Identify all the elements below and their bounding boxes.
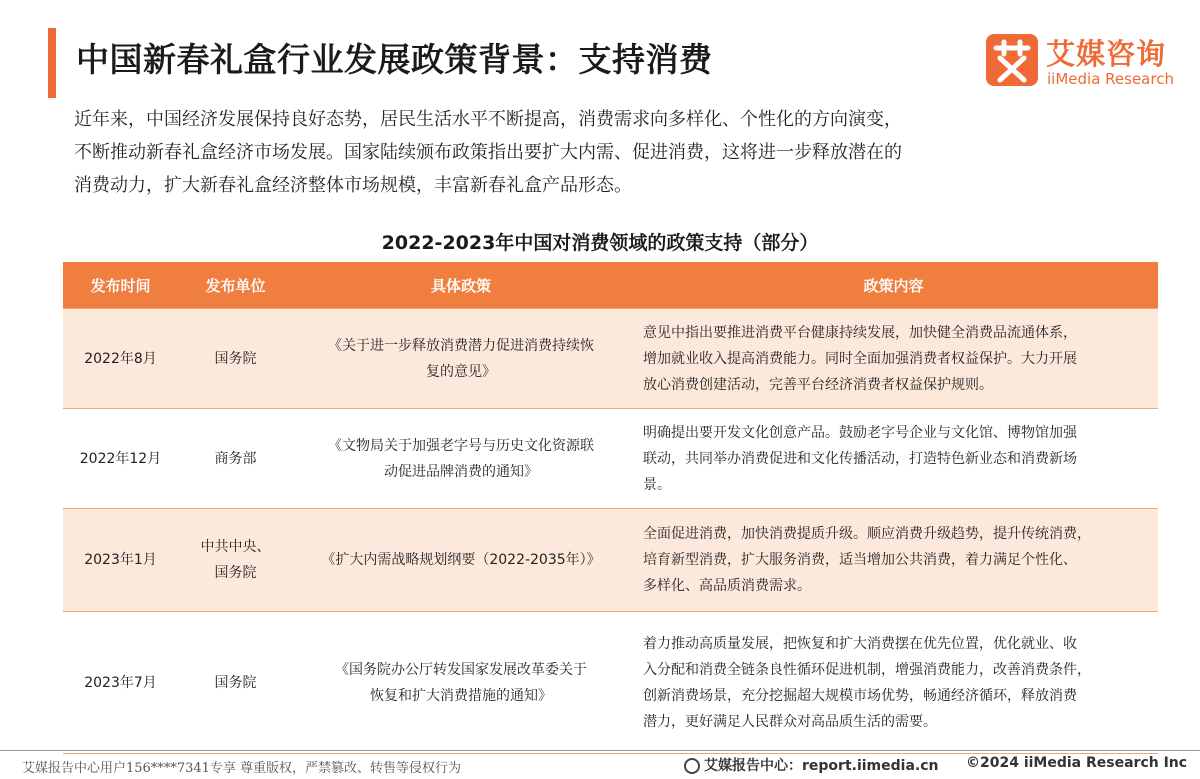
- footer-report-center: [684, 755, 939, 775]
- intro-line: 不断推动新春礼盒经济市场发展。国家陆续颁布政策指出要扩大内需、促进消费，这将进一步释放潜在的: [74, 142, 902, 163]
- cell-org: [178, 509, 293, 612]
- cell-line: 放心消费创建活动，完善平台经济消费者权益保护规则。: [643, 376, 993, 393]
- column-header-content: 政策内容: [629, 262, 1158, 309]
- table-header-row: [63, 262, 1158, 309]
- policy-table: [63, 262, 1158, 754]
- cell-line: 国务院: [214, 350, 257, 367]
- cell-line: 全面促进消费，加快消费提质升级。顺应消费升级趋势，提升传统消费，: [643, 526, 1091, 542]
- cell-line: 培育新型消费，扩大服务消费，适当增加公共消费，着力满足个性化、: [643, 552, 1077, 568]
- cell-line: 多样化、高品质消费需求。: [643, 578, 811, 594]
- cell-line: 中共中央、: [200, 539, 271, 555]
- cell-line: 《国务院办公厅转发国家发展改革委关于: [335, 661, 587, 678]
- cell-line: 明确提出要开发文化创意产品。鼓励老字号企业与文化馆、博物馆加强: [643, 424, 1077, 441]
- cell-line: 复的意见》: [426, 363, 496, 380]
- brand-logo: [986, 32, 1186, 94]
- cell-content: [629, 309, 1158, 409]
- footer-divider: [0, 750, 1200, 751]
- cell-line: 意见中指出要推进消费平台健康持续发展，加快健全消费品流通体系，: [643, 324, 1077, 341]
- cell-line: 着力推动高质量发展，把恢复和扩大消费摆在优先位置，优化就业、收: [643, 635, 1077, 652]
- cell-line: 联动，共同举办消费促进和文化传播活动，打造特色新业态和消费新场: [643, 450, 1077, 467]
- globe-icon: [684, 758, 700, 774]
- cell-policy: [293, 309, 629, 409]
- cell-line: 增加就业收入提高消费能力。同时全面加强消费者权益保护。大力开展: [643, 350, 1077, 367]
- cell-line: 国务院: [214, 565, 257, 581]
- page-title: 中国新春礼盒行业发展政策背景：支持消费: [76, 40, 713, 79]
- table-row: [63, 612, 1158, 754]
- cell-line: 国务院: [214, 674, 257, 691]
- logo-text-en: iiMedia Research: [1047, 70, 1174, 88]
- table-row: [63, 409, 1158, 509]
- cell-line: 创新消费场景，充分挖掘超大规模市场优势，畅通经济循环，释放消费: [643, 687, 1077, 704]
- footer-copyright: ©2024 iiMedia Research Inc: [966, 755, 1188, 771]
- logo-text-cn: 艾媒咨询: [1046, 37, 1167, 71]
- cell-policy: [293, 409, 629, 509]
- footer-report-link[interactable]: 艾媒报告中心：report.iimedia.cn: [704, 758, 939, 774]
- cell-org: [178, 612, 293, 754]
- cell-date: 2023年7月: [63, 612, 178, 754]
- intro-paragraph: [74, 103, 1154, 202]
- cell-content: [629, 612, 1158, 754]
- table-title: 2022-2023年中国对消费领域的政策支持（部分）: [381, 232, 819, 254]
- column-header-org: 发布单位: [178, 262, 293, 309]
- title-accent-bar: [48, 28, 56, 98]
- table-row: [63, 309, 1158, 409]
- cell-line: 恢复和扩大消费措施的通知》: [370, 687, 552, 704]
- column-header-date: 发布时间: [63, 262, 178, 309]
- cell-policy: [293, 612, 629, 754]
- table-row: [63, 509, 1158, 612]
- cell-content: [629, 409, 1158, 509]
- logo-mark-icon: [986, 34, 1038, 86]
- intro-line: 近年来，中国经济发展保持良好态势，居民生活水平不断提高，消费需求向多样化、个性化的方向演变，: [74, 109, 902, 130]
- cell-content: [629, 509, 1158, 612]
- cell-line: 景。: [643, 476, 671, 493]
- cell-line: 入分配和消费全链条良性循环促进机制，增强消费能力，改善消费条件，: [643, 661, 1091, 678]
- cell-line: 动促进品牌消费的通知》: [384, 463, 538, 480]
- cell-date: 2022年12月: [63, 409, 178, 509]
- cell-line: 《关于进一步释放消费潜力促进消费持续恢: [328, 337, 594, 354]
- cell-org: [178, 409, 293, 509]
- cell-date: 2022年8月: [63, 309, 178, 409]
- intro-line: 消费动力，扩大新春礼盒经济整体市场规模，丰富新春礼盒产品形态。: [74, 175, 632, 196]
- cell-org: [178, 309, 293, 409]
- column-header-policy: 具体政策: [293, 262, 629, 309]
- cell-date: 2023年1月: [63, 509, 178, 612]
- cell-policy: [293, 509, 629, 612]
- footer-copyright-notice: 艾媒报告中心用户156****7341专享 尊重版权，严禁篡改、转售等侵权行为: [22, 761, 462, 776]
- cell-line: 《文物局关于加强老字号与历史文化资源联: [328, 437, 594, 454]
- cell-line: 潜力，更好满足人民群众对高品质生活的需要。: [643, 713, 937, 730]
- cell-line: 商务部: [214, 450, 257, 467]
- cell-line: 《扩大内需战略规划纲要（2022-2035年）》: [321, 552, 601, 568]
